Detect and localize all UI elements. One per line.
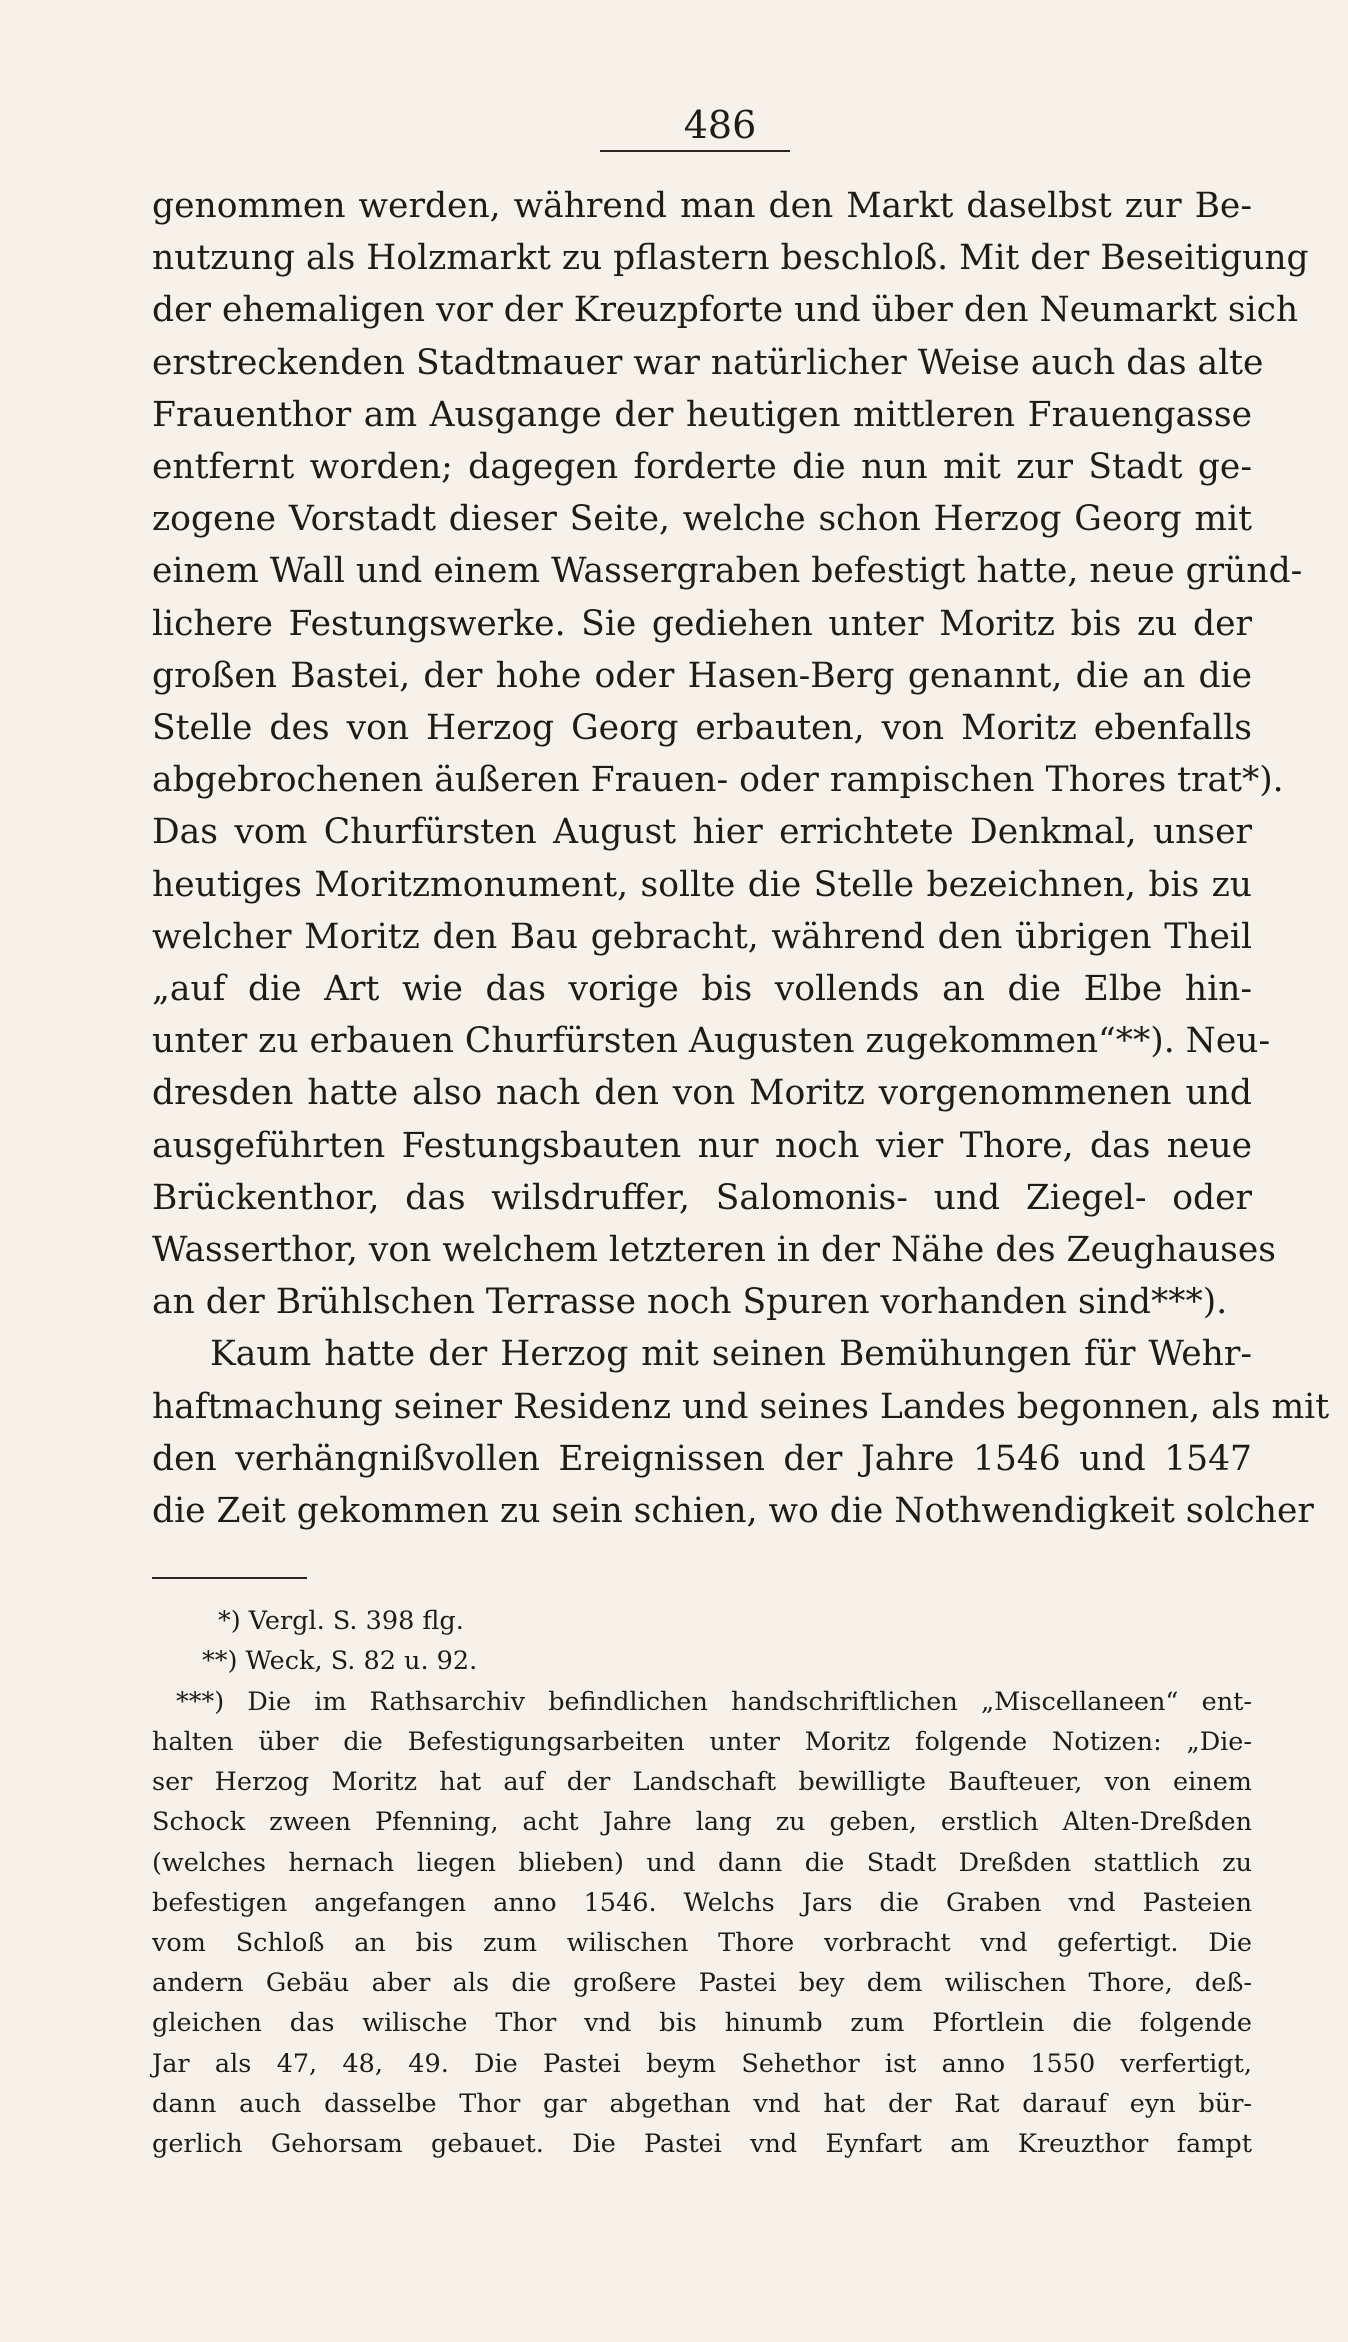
text-line: einem Wall und einem Wassergraben befestigt hatte, neue gründ- [152, 551, 1303, 592]
footnote-line: halten über die Befestigungsarbeiten unter Moritz folgende Notizen: „Die- [152, 1726, 1252, 1757]
text-line: lichere Festungswerke. Sie gediehen unter Moritz bis zu der [152, 603, 1252, 644]
text-line: Das vom Churfürsten August hier errichtete Denkmal, unser [152, 812, 1252, 853]
text-line: „auf die Art wie das vorige bis vollends an die Elbe hin- [152, 969, 1252, 1010]
text-line: erstreckenden Stadtmauer war natürlicher Weise auch das alte [152, 342, 1264, 383]
footnote-rule [152, 1577, 307, 1579]
footnote-line: befestigen angefangen anno 1546. Welchs Jars die Graben vnd Pasteien [152, 1887, 1252, 1918]
text-line: den verhängnißvollen Ereignissen der Jahre 1546 und 1547 [152, 1438, 1252, 1479]
text-line: Brückenthor, das wilsdruffer, Salomonis- und Ziegel- oder [152, 1177, 1252, 1218]
text-line: dresden hatte also nach den von Moritz vorgenommenen und [152, 1073, 1252, 1114]
footnote-1: *) Vergl. S. 398 flg. [218, 1606, 464, 1637]
text-line: Frauenthor am Ausgange der heutigen mittleren Frauengasse [152, 394, 1252, 435]
text-line: die Zeit gekommen zu sein schien, wo die Nothwendigkeit solcher [152, 1491, 1314, 1532]
text-line: großen Bastei, der hohe oder Hasen-Berg genannt, die an die [152, 655, 1252, 696]
text-line: ausgeführten Festungsbauten nur noch vier Thore, das neue [152, 1125, 1252, 1166]
page-number: 486 [683, 103, 757, 147]
footnote-line: (welches hernach liegen blieben) und dann die Stadt Dreßden stattlich zu [152, 1847, 1252, 1878]
text-line: unter zu erbauen Churfürsten Augusten zugekommen“**). Neu- [152, 1021, 1271, 1062]
footnote-line: Schock zween Pfenning, acht Jahre lang zu geben, erstlich Alten-Dreßden [152, 1807, 1252, 1838]
text-line: heutiges Moritzmonument, sollte die Stelle bezeichnen, bis zu [152, 864, 1252, 905]
footnote-2: **) Weck, S. 82 u. 92. [202, 1646, 478, 1677]
footnote-line: vom Schloß an bis zum wilischen Thore vorbracht vnd gefertigt. Die [152, 1927, 1252, 1958]
footnote-line: gleichen das wilische Thor vnd bis hinumb zum Pfortlein die folgende [152, 2008, 1252, 2039]
footnotes [152, 1601, 1252, 2164]
text-line: abgebrochenen äußeren Frauen- oder rampischen Thores trat*). [152, 760, 1284, 801]
paragraph-end-line: an der Brühlschen Terrasse noch Spuren vorhanden sind***). [152, 1282, 1228, 1323]
footnote-line: andern Gebäu aber als die großere Pastei bey dem wilischen Thore, deß- [152, 1968, 1252, 1999]
footnote-line: gerlich Gehorsam gebauet. Die Pastei vnd Eynfart am Kreuzthor fampt [152, 2128, 1252, 2159]
main-text [152, 180, 1330, 1537]
text-line: welcher Moritz den Bau gebracht, während den übrigen Theil [152, 916, 1252, 957]
footnote-line: Jar als 47, 48, 49. Die Pastei beym Sehethor ist anno 1550 verfertigt, [152, 2048, 1252, 2079]
footnote-line: ser Herzog Moritz hat auf der Landschaft bewilligte Baufteuer, von einem [152, 1767, 1252, 1798]
header-rule [600, 150, 790, 152]
text-line: Wasserthor, von welchem letzteren in der Nähe des Zeughauses [152, 1230, 1277, 1271]
text-line: der ehemaligen vor der Kreuzpforte und über den Neumarkt sich [152, 290, 1299, 331]
text-line: zogene Vorstadt dieser Seite, welche schon Herzog Georg mit [152, 499, 1252, 540]
text-line: genommen werden, während man den Markt daselbst zur Be- [152, 186, 1252, 226]
text-line: Stelle des von Herzog Georg erbauten, von Moritz ebenfalls [152, 708, 1252, 749]
paragraph-start-line: Kaum hatte der Herzog mit seinen Bemühungen für Wehr- [210, 1334, 1252, 1375]
text-line: nutzung als Holzmarkt zu pflastern beschloß. Mit der Beseitigung [152, 238, 1309, 279]
footnote-line: dann auch dasselbe Thor gar abgethan vnd hat der Rat darauf eyn bür- [152, 2088, 1252, 2119]
text-line: haftmachung seiner Residenz und seines Landes begonnen, als mit [152, 1386, 1330, 1427]
footnote-3: ***) Die im Rathsarchiv befindlichen handschriftlichen „Miscellaneen“ ent- [176, 1686, 1252, 1717]
text-line: entfernt worden; dagegen forderte die nun mit zur Stadt ge- [152, 447, 1252, 488]
